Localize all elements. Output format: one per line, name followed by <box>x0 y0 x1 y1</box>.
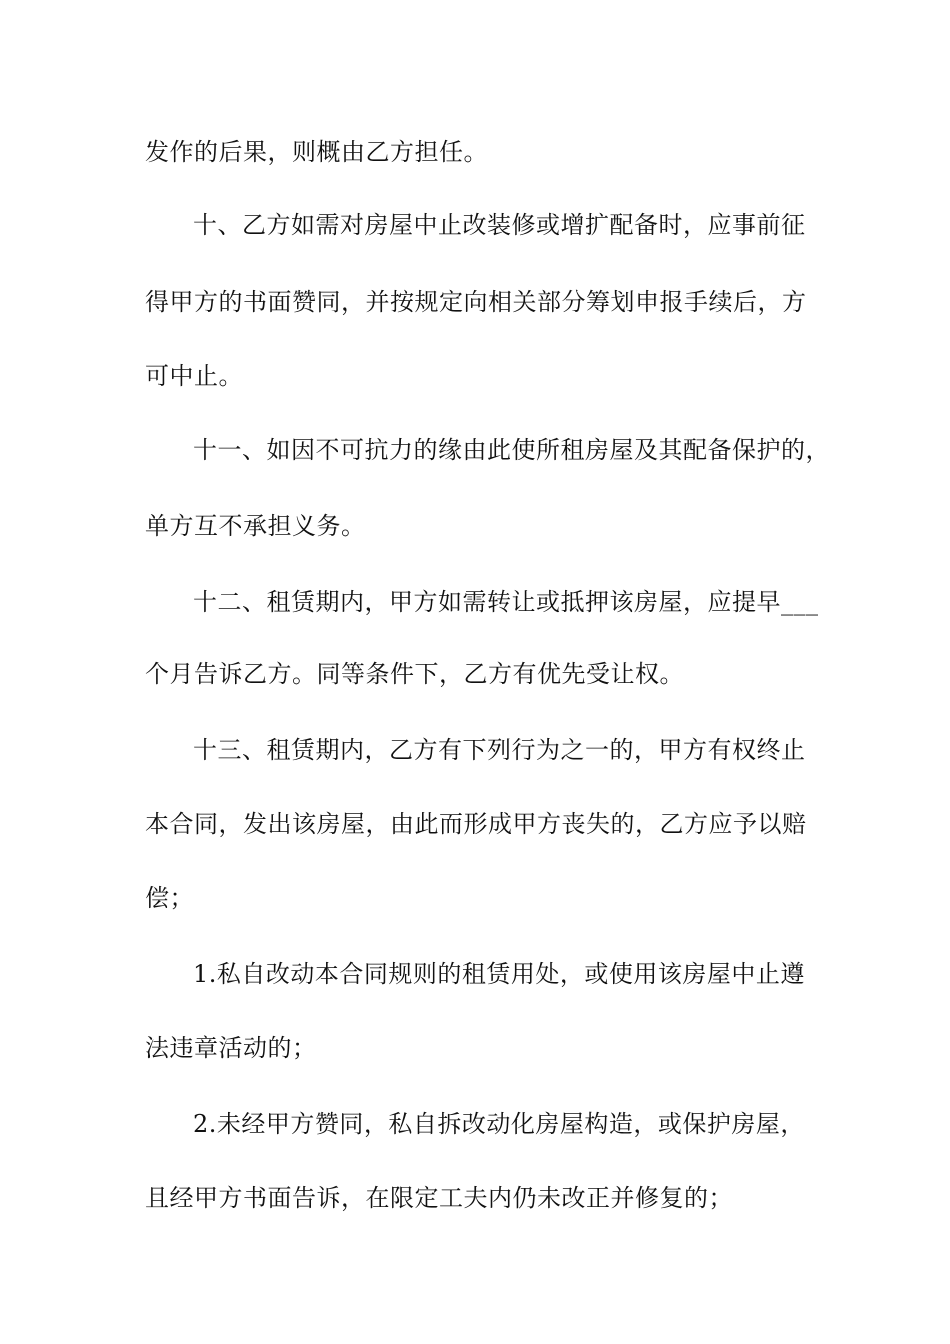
text-line: 十二、租赁期内，甲方如需转让或抵押该房屋，应提早___ <box>193 588 819 616</box>
text-line: 法违章活动的； <box>145 1034 317 1062</box>
text-line: 十一、如因不可抗力的缘由此使所租房屋及其配备保护的， <box>193 436 830 464</box>
text-line: 得甲方的书面赞同，并按规定向相关部分筹划申报手续后，方 <box>145 288 807 316</box>
text-line: 单方互不承担义务。 <box>145 512 366 540</box>
text-line: 十三、租赁期内，乙方有下列行为之一的，甲方有权终止 <box>193 736 806 764</box>
text-line: 十、乙方如需对房屋中止改装修或增扩配备时，应事前征 <box>193 211 806 239</box>
text-line: 2.未经甲方赞同，私自拆改动化房屋构造，或保护房屋， <box>193 1110 805 1138</box>
text-line: 本合同，发出该房屋，由此而形成甲方丧失的，乙方应予以赔 <box>145 810 807 838</box>
text-line: 且经甲方书面告诉，在限定工夫内仍未改正并修复的； <box>145 1184 733 1212</box>
text-line: 偿； <box>145 884 194 912</box>
text-line: 个月告诉乙方。同等条件下，乙方有优先受让权。 <box>145 660 684 688</box>
text-line: 1.私自改动本合同规则的租赁用处，或使用该房屋中止遵 <box>193 960 805 988</box>
text-line: 可中止。 <box>145 362 243 390</box>
text-line: 发作的后果，则概由乙方担任。 <box>145 138 488 166</box>
